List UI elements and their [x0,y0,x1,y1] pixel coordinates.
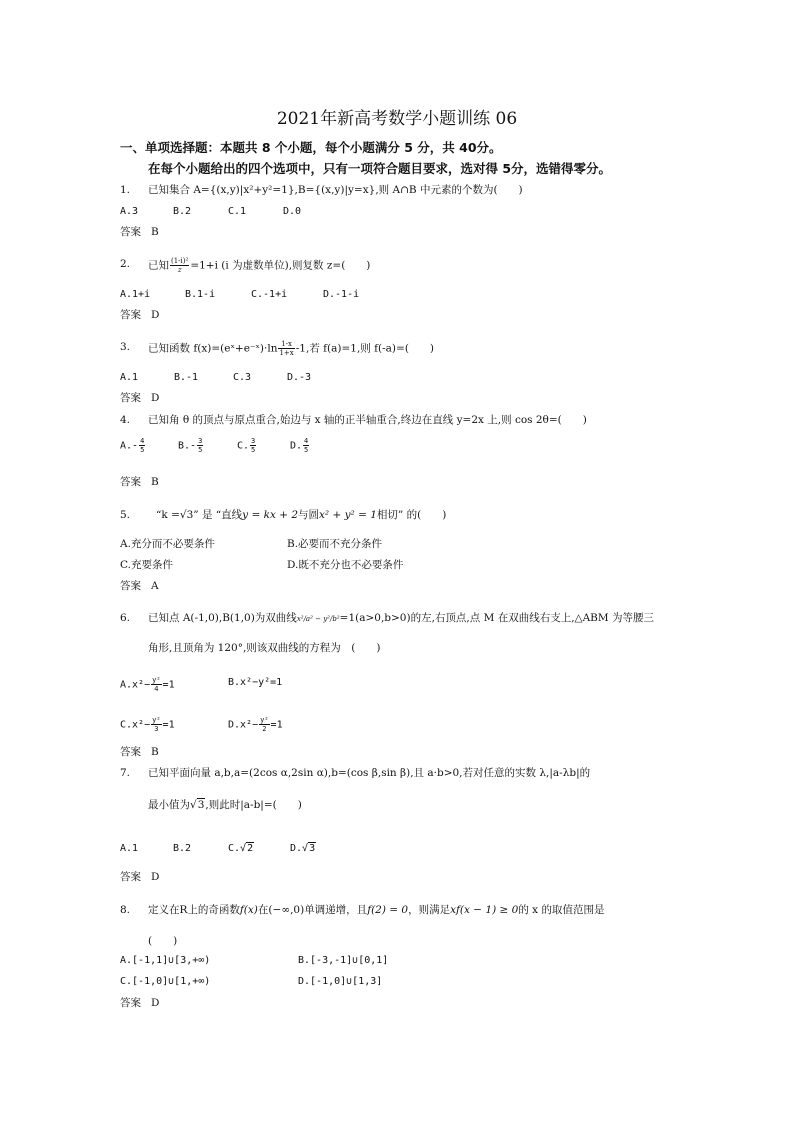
radicand: 3 [197,799,205,811]
question-text: 已知平面向量 a,b,a=(2cos α,2sin α),b=(cos β,sin β),且 a·b>0,若对任意的实数 λ,|a-λb|的 [148,767,591,779]
question-text [156,508,446,522]
math-expression: R [179,904,188,916]
option-a [120,676,175,693]
question-text-part: 已知点 A(-1,0),B(1,0)为双曲线 [148,612,297,624]
question-number: 7. [120,767,131,779]
answer-row [120,475,159,489]
option-tail: =1 [270,719,283,731]
question-text-part: “k = [156,509,180,521]
answer-label: 答案 [120,392,141,404]
option-d: D.[-1,0]∪[1,3] [298,976,383,987]
answer-value: D [151,309,160,321]
answer-label: 答案 [120,580,141,592]
question-text [148,340,434,357]
question-number: 1. [120,184,131,196]
option-d [290,437,310,454]
fraction-denominator: 5 [198,446,203,454]
fraction [197,437,203,454]
option-c [120,716,175,733]
fraction [151,716,161,733]
option-a: A.1 [120,843,139,854]
question-text-line2 [148,798,302,812]
fraction-denominator: 5 [140,446,145,454]
fraction [278,340,294,357]
question-text-part: ,则此时|a-b|=( ) [205,799,302,811]
fraction-denominator: 1+x [279,349,294,357]
option-label: A.x²− [120,679,151,691]
question-number: 2. [120,258,131,270]
radicand: 2 [247,843,254,854]
radicand: 3 [309,843,316,854]
question-text-part: =1(a>0,b>0)的左,右顶点,点 M 在双曲线右支上,△ABM 为等腰三 [339,612,654,624]
question-text-part: 定义在 [148,904,180,916]
option-b: B.1-i [185,289,216,300]
question-text: 已知角 θ 的顶点与原点重合,始边与 x 轴的正半轴重合,终边在直线 y=2x 上,则 cos 2θ=( ) [148,414,587,426]
question-text-part: -1,若 f(a)=1,则 f(-a)=( ) [295,342,435,355]
math-expression: xf(x − 1) ≥ 0 [450,904,519,916]
answer-value: D [151,392,160,404]
fraction-numerator: 3 [198,437,203,445]
fraction-denominator: 5 [251,446,256,454]
answer-row [120,308,159,322]
fraction [170,257,189,274]
question-text [148,903,604,917]
option-d [290,842,316,856]
question-text [148,611,654,626]
fraction [139,437,145,454]
fraction-numerator: 4 [304,437,309,445]
question-number: 8. [120,904,131,916]
math-sqrt: √3 [179,509,194,521]
option-c [228,842,254,856]
fraction-numerator: y² [260,716,269,724]
option-a: A.1 [120,372,139,383]
option-label: C. [228,843,241,854]
question-text-part: 已知函数 f(x)=(eˣ+e⁻ˣ)·ln [148,342,278,355]
math-expression: f(2) = 0 [367,904,409,916]
answer-value: D [151,997,160,1009]
option-label: A.- [120,440,139,452]
answer-value: D [151,871,160,883]
option-c: C.1 [228,206,247,217]
fraction-denominator: 3 [154,725,159,733]
fraction-numerator: 4 [140,437,145,445]
option-label: C. [237,440,250,452]
question-text-part: 最小值为 [148,799,190,811]
answer-value: B [151,746,159,758]
fraction-denominator: 4 [154,685,159,693]
question-text-part: ” 是 “直线 [193,509,243,521]
option-b: B.[-3,-1]∪[0,1] [298,955,389,966]
question-text-part: =1+i (i 为虚数单位),则复数 z=( ) [190,259,371,272]
answer-row [120,870,159,884]
answer-value: B [151,476,159,488]
fraction [151,676,161,693]
question-text-part: 已知 [148,259,169,272]
answer-row [120,225,159,239]
option-label: D. [290,843,303,854]
option-d: D.-1-i [323,289,360,300]
option-label: D.x²− [228,719,259,731]
section-heading: 一、单项选择题：本题共 8 个小题，每个小题满分 5 分，共 40分。 [120,140,502,155]
option-b [178,437,204,454]
question-number: 3. [120,341,131,353]
fraction [303,437,309,454]
math-sqrt: √2 [240,843,254,854]
question-text-part: 上的奇函数 [187,904,240,916]
math-expression: x²/a² − y²/b² [296,615,340,623]
math-sqrt: √3 [302,843,316,854]
option-a: A.[-1,1]∪[3,+∞) [120,955,211,966]
question-text-part: 单调递增，且 [304,904,368,916]
option-c: C.[-1,0]∪[1,+∞) [120,976,211,987]
option-tail: =1 [162,679,175,691]
question-text-line2: 角形,且顶角为 120°,则该双曲线的方程为 ( ) [148,642,381,654]
math-expression: x² + y² = 1 [319,509,377,521]
answer-label: 答案 [120,871,141,883]
answer-label: 答案 [120,309,141,321]
option-b: B.x²−y²=1 [228,677,283,688]
option-a [120,437,146,454]
answer-row [120,579,159,593]
option-c [237,437,257,454]
fraction-numerator: 3 [251,437,256,445]
math-expression: f(x) [239,904,258,916]
question-text [148,257,370,274]
fraction-numerator: y² [152,676,161,684]
fraction [250,437,256,454]
answer-row [120,996,159,1010]
fraction-denominator: 2 [262,725,267,733]
question-number: 5. [120,509,131,521]
question-number: 6. [120,612,131,624]
answer-row [120,391,159,405]
option-b: B.-1 [174,372,199,383]
question-text: 已知集合 A={(x,y)|x²+y²=1},B={(x,y)|y=x},则 A∩B 中元素的个数为( ) [148,184,523,196]
answer-value: B [151,226,159,238]
option-label: D. [290,440,303,452]
option-b: B.2 [173,843,192,854]
option-d: D.既不充分也不必要条件 [287,559,404,571]
section-instruction: 在每个小题给出的四个选项中，只有一项符合题目要求，选对得 5分，选错得零分。 [148,161,612,176]
option-d: D.0 [283,206,302,217]
option-b: B.必要而不充分条件 [287,538,383,550]
option-label: B.- [178,440,197,452]
answer-label: 答案 [120,226,141,238]
answer-label: 答案 [120,997,141,1009]
question-text-part: 相切” 的( ) [376,509,447,521]
fraction-denominator: 5 [304,446,309,454]
fraction [259,716,269,733]
question-text-part: ，则满足 [408,904,451,916]
answer-row [120,745,159,759]
option-label: C.x²− [120,719,151,731]
option-b: B.2 [173,206,192,217]
option-c: C.充要条件 [120,559,173,571]
option-a: A.3 [120,206,139,217]
fraction-numerator: (1-i)² [171,257,189,265]
option-c: C.-1+i [251,289,288,300]
question-text-part: 与圆 [298,509,320,521]
option-a: A.充分而不必要条件 [120,538,215,550]
option-c: C.3 [233,372,252,383]
question-text-line2: ( ) [148,935,178,947]
page-title: 2021年新高考数学小题训练 06 [276,109,518,129]
option-d: D.-3 [287,372,312,383]
math-sqrt: √3 [190,799,205,811]
fraction-numerator: y² [152,716,161,724]
answer-label: 答案 [120,476,141,488]
math-expression: (−∞,0) [268,904,305,916]
question-text-part: 的 x 的取值范围是 [518,904,605,916]
question-number: 4. [120,414,131,426]
fraction-numerator: 1-x [278,340,294,349]
answer-label: 答案 [120,746,141,758]
fraction-denominator: z [177,266,182,274]
option-d [228,716,283,733]
option-a: A.1+i [120,289,151,300]
question-text-part: 在 [257,904,269,916]
answer-value: A [151,580,159,592]
math-expression: y = kx + 2 [242,509,299,521]
option-tail: =1 [162,719,175,731]
